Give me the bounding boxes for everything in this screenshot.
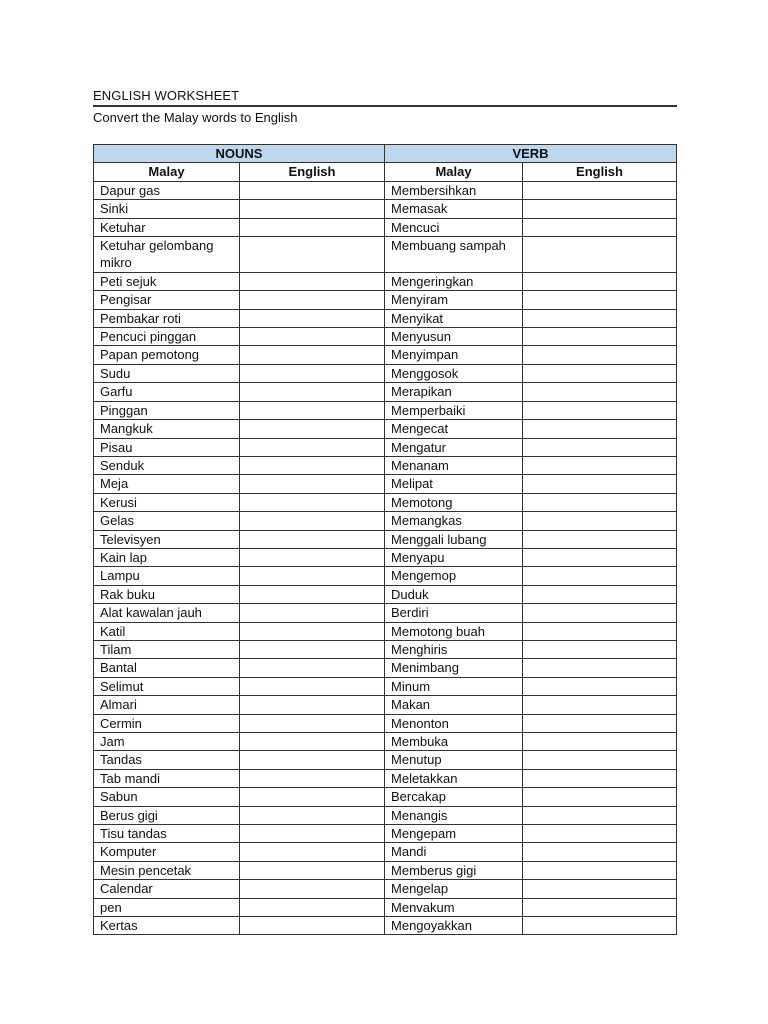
verb-malay-cell: Memasak xyxy=(385,200,523,218)
table-row xyxy=(94,898,677,916)
noun-malay-cell: Gelas xyxy=(94,512,240,530)
table-row xyxy=(94,512,677,530)
verb-malay-cell: Membuang sampah xyxy=(385,237,523,273)
verb-english-answer-cell[interactable] xyxy=(523,328,677,346)
noun-english-column-header: English xyxy=(240,163,385,181)
noun-english-answer-cell[interactable] xyxy=(240,622,385,640)
noun-malay-cell: Ketuhar gelombang mikro xyxy=(94,237,240,273)
noun-malay-cell: pen xyxy=(94,898,240,916)
noun-english-answer-cell[interactable] xyxy=(240,917,385,935)
table-row xyxy=(94,530,677,548)
noun-malay-cell: Pencuci pinggan xyxy=(94,328,240,346)
table-row xyxy=(94,751,677,769)
noun-malay-cell: Sudu xyxy=(94,364,240,382)
noun-malay-cell: Tandas xyxy=(94,751,240,769)
table-row xyxy=(94,475,677,493)
verb-english-column-header: English xyxy=(523,163,677,181)
noun-english-answer-cell[interactable] xyxy=(240,218,385,236)
verb-english-answer-cell[interactable] xyxy=(523,383,677,401)
verb-english-answer-cell[interactable] xyxy=(523,420,677,438)
verb-malay-cell: Membuka xyxy=(385,733,523,751)
verb-english-answer-cell[interactable] xyxy=(523,346,677,364)
noun-malay-cell: Jam xyxy=(94,733,240,751)
verb-english-answer-cell[interactable] xyxy=(523,880,677,898)
table-row xyxy=(94,346,677,364)
verb-malay-cell: Menggali lubang xyxy=(385,530,523,548)
verb-english-answer-cell[interactable] xyxy=(523,309,677,327)
table-row xyxy=(94,769,677,787)
verb-malay-cell: Mengeringkan xyxy=(385,272,523,290)
instruction-text: Convert the Malay words to English xyxy=(93,110,298,125)
table-row xyxy=(94,438,677,456)
table-row xyxy=(94,420,677,438)
verb-malay-cell: Melipat xyxy=(385,475,523,493)
verb-english-answer-cell[interactable] xyxy=(523,825,677,843)
noun-malay-cell: Peti sejuk xyxy=(94,272,240,290)
verb-group-header: VERB xyxy=(385,145,677,163)
verb-malay-cell: Merapikan xyxy=(385,383,523,401)
noun-malay-cell: Alat kawalan jauh xyxy=(94,604,240,622)
noun-english-answer-cell[interactable] xyxy=(240,512,385,530)
verb-malay-cell: Menangis xyxy=(385,806,523,824)
verb-malay-cell: Mengemop xyxy=(385,567,523,585)
noun-english-answer-cell[interactable] xyxy=(240,237,385,273)
noun-malay-cell: Papan pemotong xyxy=(94,346,240,364)
verb-english-answer-cell[interactable] xyxy=(523,861,677,879)
noun-english-answer-cell[interactable] xyxy=(240,272,385,290)
noun-english-answer-cell[interactable] xyxy=(240,548,385,566)
verb-malay-cell: Menvakum xyxy=(385,898,523,916)
verb-malay-cell: Mengepam xyxy=(385,825,523,843)
noun-english-answer-cell[interactable] xyxy=(240,567,385,585)
noun-malay-cell: Berus gigi xyxy=(94,806,240,824)
verb-malay-cell: Minum xyxy=(385,677,523,695)
noun-malay-cell: Sabun xyxy=(94,788,240,806)
verb-malay-cell: Mandi xyxy=(385,843,523,861)
verb-english-answer-cell[interactable] xyxy=(523,898,677,916)
verb-english-answer-cell[interactable] xyxy=(523,696,677,714)
table-row xyxy=(94,696,677,714)
verb-english-answer-cell[interactable] xyxy=(523,401,677,419)
noun-english-answer-cell[interactable] xyxy=(240,640,385,658)
table-row xyxy=(94,788,677,806)
verb-malay-cell: Mengoyakkan xyxy=(385,917,523,935)
table-row xyxy=(94,604,677,622)
table-row xyxy=(94,880,677,898)
noun-english-answer-cell[interactable] xyxy=(240,309,385,327)
verb-malay-cell: Menonton xyxy=(385,714,523,732)
noun-english-answer-cell[interactable] xyxy=(240,788,385,806)
noun-english-answer-cell[interactable] xyxy=(240,714,385,732)
verb-english-answer-cell[interactable] xyxy=(523,456,677,474)
verb-malay-cell: Memotong buah xyxy=(385,622,523,640)
table-row xyxy=(94,272,677,290)
noun-english-answer-cell[interactable] xyxy=(240,401,385,419)
noun-english-answer-cell[interactable] xyxy=(240,328,385,346)
noun-malay-cell: Almari xyxy=(94,696,240,714)
verb-english-answer-cell[interactable] xyxy=(523,604,677,622)
verb-english-answer-cell[interactable] xyxy=(523,769,677,787)
verb-malay-cell: Menyimpan xyxy=(385,346,523,364)
table-row xyxy=(94,917,677,935)
verb-english-answer-cell[interactable] xyxy=(523,218,677,236)
noun-english-answer-cell[interactable] xyxy=(240,806,385,824)
noun-english-answer-cell[interactable] xyxy=(240,604,385,622)
noun-english-answer-cell[interactable] xyxy=(240,585,385,603)
verb-malay-cell: Mengelap xyxy=(385,880,523,898)
verb-malay-cell: Menyapu xyxy=(385,548,523,566)
verb-english-answer-cell[interactable] xyxy=(523,493,677,511)
table-row xyxy=(94,714,677,732)
table-row xyxy=(94,456,677,474)
verb-malay-cell: Mengatur xyxy=(385,438,523,456)
noun-malay-cell: Pengisar xyxy=(94,291,240,309)
noun-malay-cell: Sinki xyxy=(94,200,240,218)
verb-english-answer-cell[interactable] xyxy=(523,291,677,309)
noun-malay-cell: Selimut xyxy=(94,677,240,695)
table-row xyxy=(94,364,677,382)
noun-english-answer-cell[interactable] xyxy=(240,659,385,677)
verb-english-answer-cell[interactable] xyxy=(523,806,677,824)
noun-malay-cell: Rak buku xyxy=(94,585,240,603)
table-row xyxy=(94,309,677,327)
verb-english-answer-cell[interactable] xyxy=(523,530,677,548)
noun-english-answer-cell[interactable] xyxy=(240,751,385,769)
noun-english-answer-cell[interactable] xyxy=(240,438,385,456)
group-header-row xyxy=(94,145,677,163)
verb-malay-cell: Berdiri xyxy=(385,604,523,622)
noun-malay-cell: Dapur gas xyxy=(94,181,240,199)
noun-english-answer-cell[interactable] xyxy=(240,880,385,898)
verb-malay-cell: Menyiram xyxy=(385,291,523,309)
noun-malay-cell: Pembakar roti xyxy=(94,309,240,327)
noun-malay-cell: Lampu xyxy=(94,567,240,585)
noun-english-answer-cell[interactable] xyxy=(240,364,385,382)
table-row xyxy=(94,493,677,511)
verb-malay-cell: Menyikat xyxy=(385,309,523,327)
noun-english-answer-cell[interactable] xyxy=(240,769,385,787)
noun-english-answer-cell[interactable] xyxy=(240,456,385,474)
page-title: ENGLISH WORKSHEET xyxy=(93,88,677,107)
verb-malay-cell: Menghiris xyxy=(385,640,523,658)
noun-english-answer-cell[interactable] xyxy=(240,898,385,916)
table-row xyxy=(94,640,677,658)
table-row xyxy=(94,181,677,199)
table-row xyxy=(94,622,677,640)
verb-malay-cell: Memperbaiki xyxy=(385,401,523,419)
noun-malay-column-header: Malay xyxy=(94,163,240,181)
noun-malay-cell: Kain lap xyxy=(94,548,240,566)
verb-english-answer-cell[interactable] xyxy=(523,438,677,456)
noun-malay-cell: Televisyen xyxy=(94,530,240,548)
noun-malay-cell: Katil xyxy=(94,622,240,640)
table-row xyxy=(94,401,677,419)
noun-malay-cell: Meja xyxy=(94,475,240,493)
noun-malay-cell: Kertas xyxy=(94,917,240,935)
verb-english-answer-cell[interactable] xyxy=(523,512,677,530)
noun-english-answer-cell[interactable] xyxy=(240,825,385,843)
verb-english-answer-cell[interactable] xyxy=(523,237,677,273)
noun-english-answer-cell[interactable] xyxy=(240,733,385,751)
noun-malay-cell: Pinggan xyxy=(94,401,240,419)
noun-english-answer-cell[interactable] xyxy=(240,346,385,364)
noun-malay-cell: Ketuhar xyxy=(94,218,240,236)
verb-malay-cell: Memberus gigi xyxy=(385,861,523,879)
table-row xyxy=(94,733,677,751)
verb-english-answer-cell[interactable] xyxy=(523,585,677,603)
noun-malay-cell: Calendar xyxy=(94,880,240,898)
noun-malay-cell: Kerusi xyxy=(94,493,240,511)
table-row xyxy=(94,567,677,585)
verb-malay-cell: Makan xyxy=(385,696,523,714)
verb-malay-cell: Membersihkan xyxy=(385,181,523,199)
table-row xyxy=(94,383,677,401)
worksheet-header xyxy=(93,88,677,126)
verb-malay-cell: Meletakkan xyxy=(385,769,523,787)
noun-malay-cell: Bantal xyxy=(94,659,240,677)
verb-malay-cell: Duduk xyxy=(385,585,523,603)
verb-malay-cell: Memangkas xyxy=(385,512,523,530)
table-row xyxy=(94,806,677,824)
verb-malay-cell: Memotong xyxy=(385,493,523,511)
verb-malay-cell: Menanam xyxy=(385,456,523,474)
noun-malay-cell: Tab mandi xyxy=(94,769,240,787)
noun-malay-cell: Cermin xyxy=(94,714,240,732)
noun-english-answer-cell[interactable] xyxy=(240,181,385,199)
verb-english-answer-cell[interactable] xyxy=(523,714,677,732)
noun-english-answer-cell[interactable] xyxy=(240,493,385,511)
verb-english-answer-cell[interactable] xyxy=(523,751,677,769)
vocabulary-table xyxy=(93,144,677,935)
table-row xyxy=(94,328,677,346)
verb-english-answer-cell[interactable] xyxy=(523,659,677,677)
verb-english-answer-cell[interactable] xyxy=(523,475,677,493)
verb-malay-cell: Bercakap xyxy=(385,788,523,806)
table-row xyxy=(94,861,677,879)
noun-english-answer-cell[interactable] xyxy=(240,530,385,548)
noun-malay-cell: Mangkuk xyxy=(94,420,240,438)
table-row xyxy=(94,843,677,861)
noun-english-answer-cell[interactable] xyxy=(240,475,385,493)
noun-malay-cell: Tisu tandas xyxy=(94,825,240,843)
noun-english-answer-cell[interactable] xyxy=(240,420,385,438)
verb-english-answer-cell[interactable] xyxy=(523,181,677,199)
verb-english-answer-cell[interactable] xyxy=(523,640,677,658)
verb-malay-cell: Menimbang xyxy=(385,659,523,677)
table-row xyxy=(94,585,677,603)
verb-malay-column-header: Malay xyxy=(385,163,523,181)
noun-malay-cell: Komputer xyxy=(94,843,240,861)
noun-english-answer-cell[interactable] xyxy=(240,843,385,861)
verb-malay-cell: Menutup xyxy=(385,751,523,769)
verb-english-answer-cell[interactable] xyxy=(523,200,677,218)
table-row xyxy=(94,677,677,695)
noun-malay-cell: Pisau xyxy=(94,438,240,456)
noun-english-answer-cell[interactable] xyxy=(240,200,385,218)
table-row xyxy=(94,200,677,218)
table-row xyxy=(94,548,677,566)
verb-english-answer-cell[interactable] xyxy=(523,843,677,861)
verb-english-answer-cell[interactable] xyxy=(523,567,677,585)
verb-english-answer-cell[interactable] xyxy=(523,917,677,935)
noun-english-answer-cell[interactable] xyxy=(240,383,385,401)
noun-english-answer-cell[interactable] xyxy=(240,677,385,695)
verb-english-answer-cell[interactable] xyxy=(523,272,677,290)
noun-malay-cell: Mesin pencetak xyxy=(94,861,240,879)
noun-malay-cell: Senduk xyxy=(94,456,240,474)
verb-english-answer-cell[interactable] xyxy=(523,677,677,695)
noun-malay-cell: Tilam xyxy=(94,640,240,658)
table-row xyxy=(94,659,677,677)
table-row xyxy=(94,237,677,273)
table-row xyxy=(94,218,677,236)
noun-english-answer-cell[interactable] xyxy=(240,861,385,879)
table-row xyxy=(94,291,677,309)
verb-english-answer-cell[interactable] xyxy=(523,788,677,806)
verb-malay-cell: Menyusun xyxy=(385,328,523,346)
verb-english-answer-cell[interactable] xyxy=(523,622,677,640)
verb-english-answer-cell[interactable] xyxy=(523,733,677,751)
verb-english-answer-cell[interactable] xyxy=(523,364,677,382)
verb-english-answer-cell[interactable] xyxy=(523,548,677,566)
verb-malay-cell: Mencuci xyxy=(385,218,523,236)
verb-malay-cell: Mengecat xyxy=(385,420,523,438)
nouns-group-header: NOUNS xyxy=(94,145,385,163)
table-row xyxy=(94,825,677,843)
noun-english-answer-cell[interactable] xyxy=(240,291,385,309)
noun-malay-cell: Garfu xyxy=(94,383,240,401)
noun-english-answer-cell[interactable] xyxy=(240,696,385,714)
verb-malay-cell: Menggosok xyxy=(385,364,523,382)
column-header-row xyxy=(94,163,677,181)
